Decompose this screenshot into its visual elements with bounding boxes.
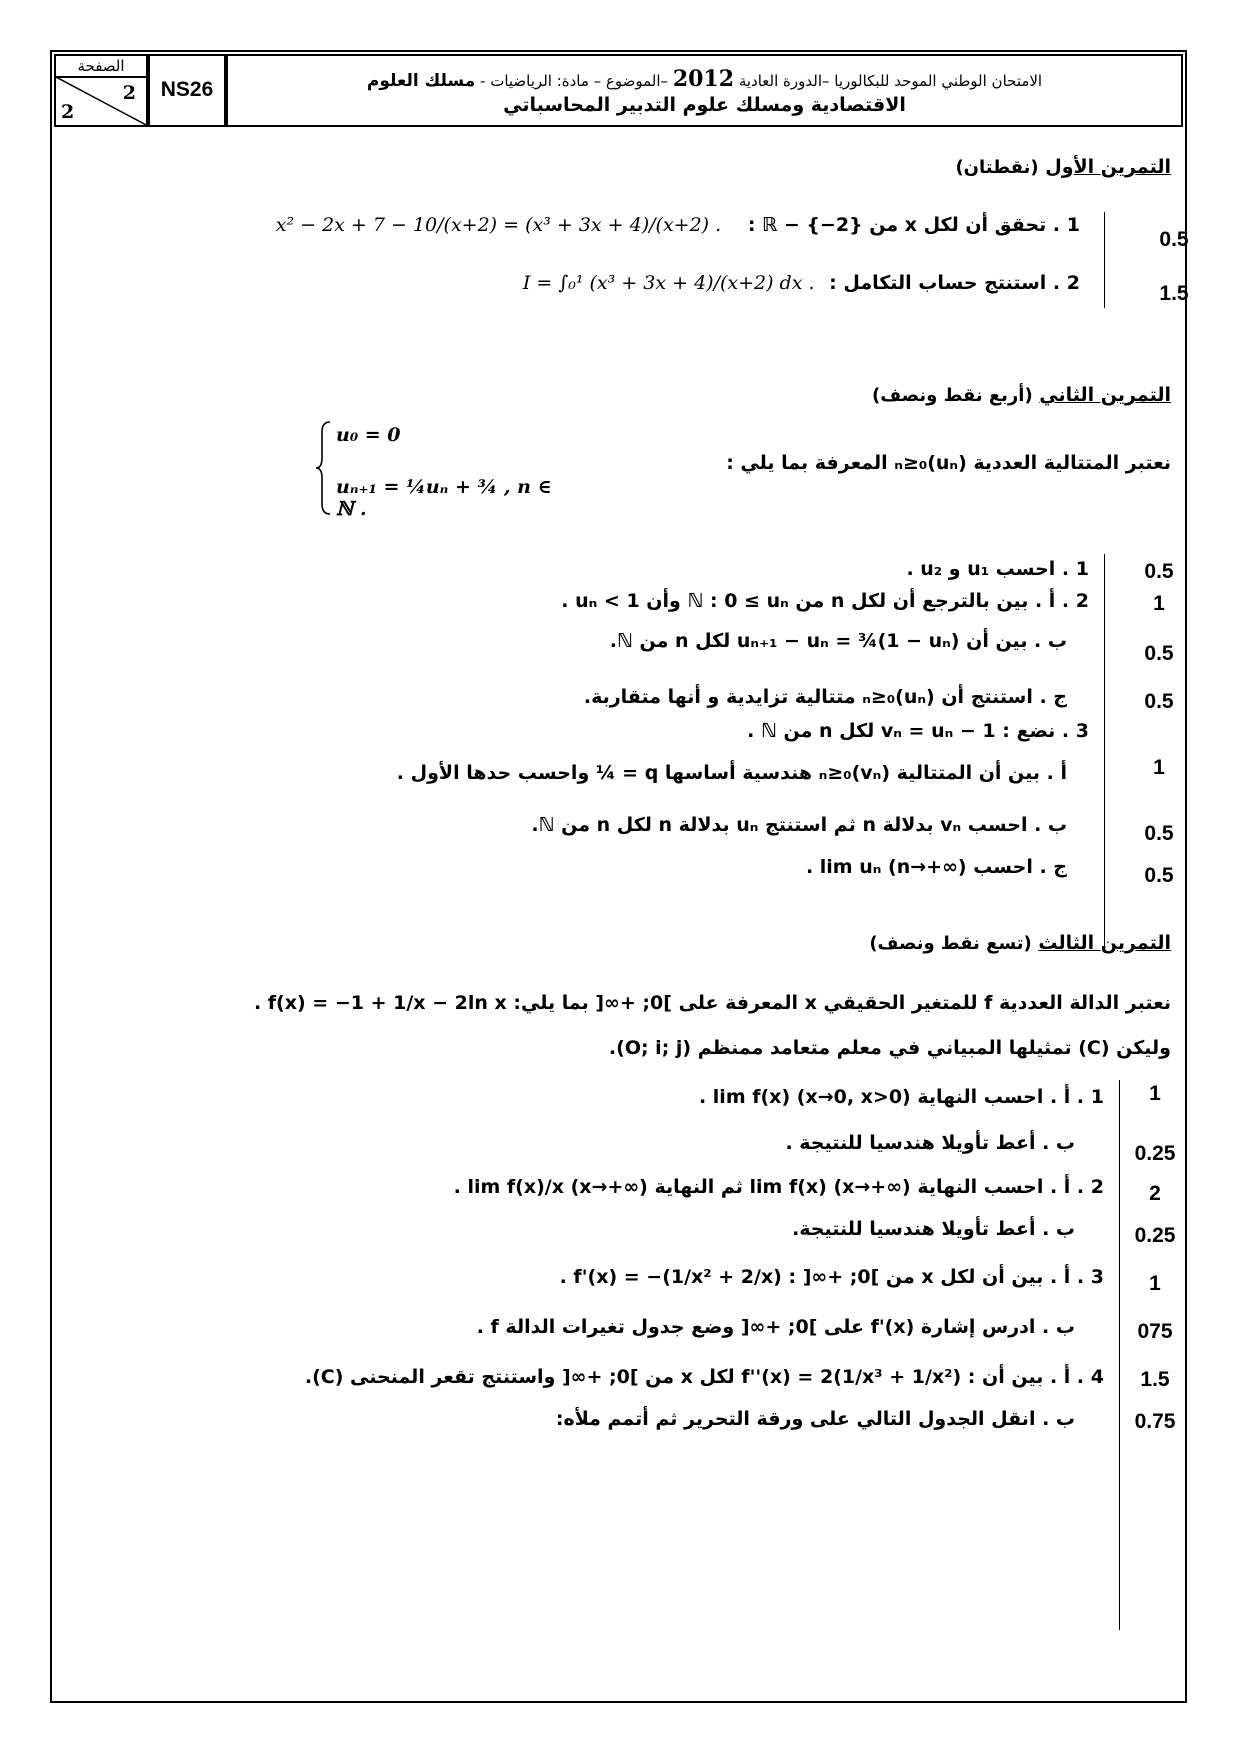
ex3-q1b: ب . أعط تأويلا هندسيا للنتيجة . bbox=[785, 1132, 1075, 1154]
exercise-3-title: التمرين الثالث bbox=[1038, 932, 1171, 954]
ex1-q1-points: 0.5 bbox=[1159, 228, 1189, 251]
exam-title bbox=[226, 54, 1183, 127]
ex1-q2-points: 1.5 bbox=[1159, 282, 1189, 305]
exam-code: NS26 bbox=[148, 54, 226, 127]
ex2-q1: 1 . احسب u₁ و u₂ . bbox=[906, 558, 1089, 580]
ex3-q1a-points: 1 bbox=[1149, 1082, 1161, 1105]
ex2-def-u0: u₀ = 0 bbox=[336, 424, 401, 446]
points-column-divider bbox=[1104, 212, 1105, 308]
page-total: 2 bbox=[61, 101, 75, 123]
ex2-q3c: ج . احسب lim uₙ (n→+∞) . bbox=[805, 856, 1067, 878]
ex3-intro-1: نعتبر الدالة العددية f للمتغير الحقيقي x المعرفة على ]0; +∞[ بما يلي: f(x) = −1 + 1/x − 2ln x . bbox=[253, 992, 1171, 1014]
ex3-q2a: 2 . أ . احسب النهاية lim f(x) (x→+∞) ثم النهاية lim f(x)/x (x→+∞) . bbox=[453, 1176, 1104, 1198]
ex3-q3a: 3 . أ . بين أن لكل x من ]0; +∞[ : f'(x) = −(1/x² + 2/x) . bbox=[559, 1266, 1104, 1288]
exercise-1-title: التمرين الأول bbox=[1045, 156, 1171, 178]
ex2-intro: نعتبر المتتالية العددية (uₙ)ₙ≥₀ المعرفة بما يلي : bbox=[726, 452, 1171, 474]
ex2-q2c: ج . استنتج أن (uₙ)ₙ≥₀ متتالية تزايدية و أنها متقاربة. bbox=[583, 686, 1067, 708]
page-number: 2 bbox=[122, 82, 136, 104]
ex3-q3a-points: 1 bbox=[1149, 1272, 1161, 1295]
title-part-b: –الموضوع – مادة: الرياضيات - bbox=[480, 72, 669, 90]
ex3-q3b-points: 075 bbox=[1137, 1320, 1173, 1343]
exercise-3-heading bbox=[869, 932, 1171, 954]
ex2-q3: 3 . نضع : vₙ = uₙ − 1 لكل n من ℕ . bbox=[747, 720, 1089, 742]
exercise-1-heading bbox=[955, 156, 1171, 178]
exercise-2-points: (أربع نقط ونصف) bbox=[871, 385, 1033, 406]
exam-year: 2012 bbox=[672, 66, 735, 92]
ex3-q2b: ب . أعط تأويلا هندسيا للنتيجة. bbox=[792, 1218, 1075, 1240]
ex3-q2b-points: 0.25 bbox=[1134, 1224, 1176, 1247]
ex2-q2c-points: 0.5 bbox=[1144, 690, 1174, 713]
ex1-q2 bbox=[523, 272, 1080, 294]
points-column-divider bbox=[1104, 554, 1105, 946]
ex2-q2a-points: 1 bbox=[1153, 592, 1165, 615]
title-part-a: الامتحان الوطني الموحد للبكالوريا –الدورة العادية bbox=[738, 72, 1043, 90]
ex1-q1-text: 1 . تحقق أن لكل x من ℝ − {−2} : bbox=[747, 214, 1080, 236]
ex2-q2b: ب . بين أن uₙ₊₁ − uₙ = ¾(1 − uₙ) لكل n من ℕ. bbox=[609, 630, 1067, 652]
ex2-q3b-points: 0.5 bbox=[1144, 822, 1174, 845]
ex3-q4b-points: 0.75 bbox=[1134, 1410, 1176, 1433]
ex2-q3a-points: 1 bbox=[1153, 756, 1165, 779]
ex1-q1 bbox=[276, 214, 1080, 236]
ex2-definition-system bbox=[314, 420, 574, 520]
ex2-q2a: 2 . أ . بين بالترجع أن لكل n من ℕ : 0 ≤ uₙ وأن uₙ < 1 . bbox=[561, 590, 1089, 612]
exam-header bbox=[52, 52, 1185, 160]
title-part-c: مسلك العلوم bbox=[366, 71, 476, 91]
ex3-q1b-points: 0.25 bbox=[1134, 1142, 1176, 1165]
ex3-intro-2: وليكن (C) تمثيلها المبياني في معلم متعامد ممنظم (O; i; j). bbox=[608, 1037, 1171, 1059]
page-label: الصفحة bbox=[56, 56, 146, 78]
ex2-q2b-points: 0.5 bbox=[1144, 642, 1174, 665]
ex1-q2-text: 2 . استنتج حساب التكامل : bbox=[829, 272, 1080, 294]
ex2-q3c-points: 0.5 bbox=[1144, 864, 1174, 887]
ex2-q3a: أ . بين أن المتتالية (vₙ)ₙ≥₀ هندسية أساسها q = ¼ واحسب حدها الأول . bbox=[396, 762, 1067, 784]
ex2-def-recurrence: uₙ₊₁ = ¼uₙ + ¾ , n ∈ ℕ . bbox=[336, 476, 552, 520]
left-brace-icon bbox=[314, 420, 334, 516]
page-number-box bbox=[54, 54, 148, 127]
ex3-q4b: ب . انقل الجدول التالي على ورقة التحرير ثم أتمم ملأه: bbox=[555, 1408, 1075, 1430]
ex1-q2-formula: I = ∫₀¹ (x³ + 3x + 4)/(x+2) dx . bbox=[522, 272, 815, 294]
ex3-q4a: 4 . أ . بين أن : f''(x) = 2(1/x³ + 1/x²) لكل x من ]0; +∞[ واستنتج تقعر المنحنى (C). bbox=[304, 1366, 1104, 1388]
ex3-q3b: ب . ادرس إشارة f'(x) على ]0; +∞[ وضع جدول تغيرات الدالة f . bbox=[476, 1316, 1075, 1338]
title-line-2: الاقتصادية ومسلك علوم التدبير المحاسباتي bbox=[503, 94, 906, 116]
ex3-q1a: 1 . أ . احسب النهاية lim f(x) (x→0, x>0) . bbox=[698, 1086, 1104, 1108]
ex2-q1-points: 0.5 bbox=[1144, 560, 1174, 583]
ex1-q1-formula: x² − 2x + 7 − 10/(x+2) = (x³ + 3x + 4)/(x+2) . bbox=[275, 214, 722, 236]
exercise-3-points: (تسع نقط ونصف) bbox=[869, 933, 1032, 954]
exercise-1-points: (نقطتان) bbox=[955, 157, 1039, 178]
ex3-q4a-points: 1.5 bbox=[1140, 1368, 1170, 1391]
exercise-2-heading bbox=[872, 384, 1171, 406]
points-column-divider bbox=[1119, 1080, 1120, 1630]
exercise-2-title: التمرين الثاني bbox=[1039, 384, 1171, 406]
ex3-q2a-points: 2 bbox=[1149, 1182, 1161, 1205]
exam-page bbox=[50, 50, 1187, 1703]
ex2-q3b: ب . احسب vₙ بدلالة n ثم استنتج uₙ بدلالة n لكل n من ℕ. bbox=[531, 814, 1067, 836]
